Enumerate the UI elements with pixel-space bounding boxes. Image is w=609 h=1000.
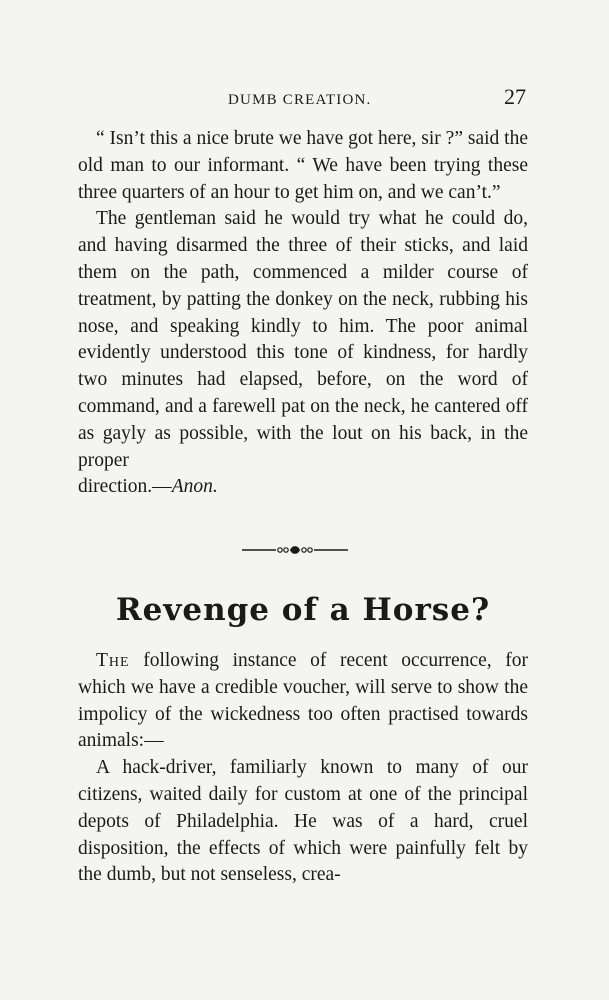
author-signature: Anon. <box>171 476 218 498</box>
opening-word: The <box>96 650 130 671</box>
paragraph <box>78 648 528 755</box>
paragraph-text: The gentleman said he would try what he could do, and having disarmed the three of their sticks, and laid them on the path, commenced a milder course of treatment, by patting the donkey on the neck, rubbing his nose, and speaking kindly to him. The poor animal evidently understood this tone of kindness, for hardly two minutes had elapsed, before, on the word of command, and a farewell pat on the neck, he cantered off as gayly as possible, with the lout on his back, in the proper <box>78 208 528 471</box>
paragraph: “ Isn’t this a nice brute we have got here, sir ?” said the old man to our informant. “ We have been trying these three quarters of an hour to get him on, and we can’t.” <box>78 128 528 203</box>
divider-ornament <box>240 542 350 558</box>
paragraph-text: following instance of recent occurrence, for which we have a credible voucher, will serve to show the impolicy of the wickedness too often practised towards animals:— <box>78 650 528 752</box>
page-header <box>78 84 528 114</box>
section-donkey-story <box>78 126 528 501</box>
closing-line <box>78 474 528 501</box>
closing-text: direction.— <box>78 476 172 498</box>
running-title: DUMB CREATION. <box>228 92 372 108</box>
page-number: 27 <box>504 84 526 109</box>
paragraph: A hack-driver, familiarly known to many of our citizens, waited daily for custom at one of the principal depots of Philadelphia. He was of a hard, cruel disposition, the effects of which were painfully felt by the dumb, but not senseless, crea- <box>78 757 528 886</box>
section-title: Revenge of a Horse? <box>115 592 491 628</box>
section-horse-story <box>78 648 528 889</box>
paragraph <box>78 206 528 474</box>
